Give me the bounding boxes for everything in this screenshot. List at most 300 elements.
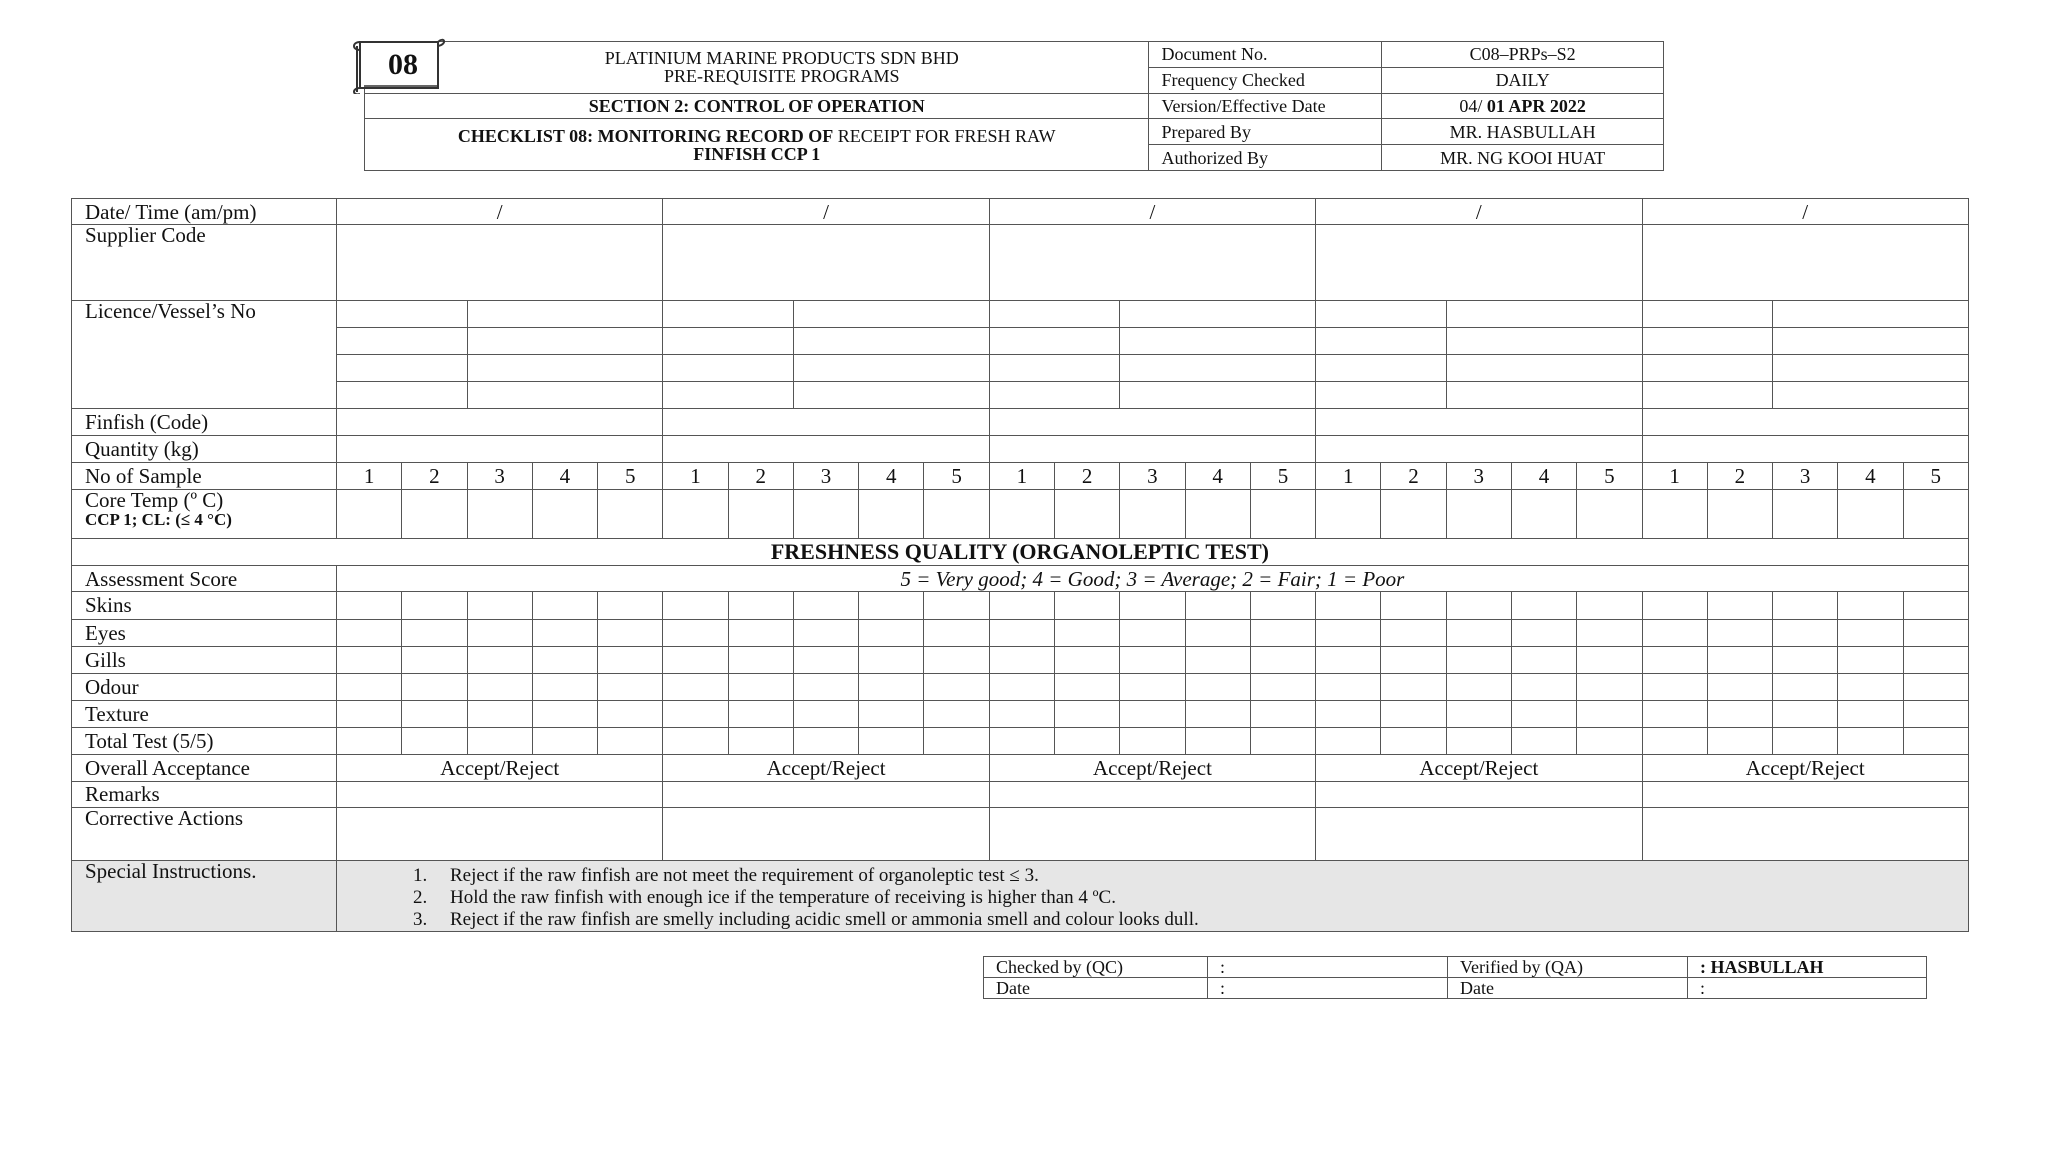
gills-day-1-s2[interactable] <box>402 646 467 673</box>
company-block <box>365 42 1149 94</box>
finfish-code-day-5[interactable] <box>1642 409 1968 436</box>
remarks-day-1[interactable] <box>337 781 663 807</box>
texture-day-4-s1[interactable] <box>1316 700 1381 727</box>
total-day-4-s1[interactable] <box>1316 727 1381 754</box>
prepared-value: MR. HASBULLAH <box>1382 119 1664 145</box>
texture-day-5-s5[interactable] <box>1903 700 1968 727</box>
eyes-day-4-s5[interactable] <box>1577 619 1642 646</box>
total-day-2-s1[interactable] <box>663 727 728 754</box>
instruction-list <box>337 865 1968 931</box>
date-time-day-1[interactable]: / <box>337 199 663 225</box>
quantity-day-4[interactable] <box>1316 436 1642 463</box>
special-instructions <box>337 860 1969 931</box>
licence-day-3-a1[interactable] <box>989 301 1120 328</box>
licence-day-5-a2[interactable] <box>1642 328 1773 355</box>
total-day-2-s4[interactable] <box>859 727 924 754</box>
skins-day-1-s2[interactable] <box>402 592 467 619</box>
odour-day-5-s4[interactable] <box>1838 673 1903 700</box>
row-label-total: Total Test (5/5) <box>72 727 337 754</box>
odour-day-1-s2[interactable] <box>402 673 467 700</box>
odour-day-5-s2[interactable] <box>1707 673 1772 700</box>
licence-day-4-a1[interactable] <box>1316 301 1447 328</box>
row-label-texture: Texture <box>72 700 337 727</box>
texture-day-2-s1[interactable] <box>663 700 728 727</box>
gills-day-2-s5[interactable] <box>924 646 989 673</box>
eyes-day-3-s5[interactable] <box>1250 619 1315 646</box>
checklist-title-rest: RECEIPT FOR FRESH RAW <box>833 125 1056 146</box>
skins-day-5-s1[interactable] <box>1642 592 1707 619</box>
texture-day-4-s5[interactable] <box>1577 700 1642 727</box>
date-time-day-4[interactable]: / <box>1316 199 1642 225</box>
core-temp-day-5-s2[interactable] <box>1707 490 1772 539</box>
total-day-3-s3[interactable] <box>1120 727 1185 754</box>
verified-date-label: Date <box>1448 978 1688 999</box>
total-day-4-s4[interactable] <box>1511 727 1576 754</box>
licence-day-3-a2[interactable] <box>989 328 1120 355</box>
skins-day-2-s5[interactable] <box>924 592 989 619</box>
eyes-day-3-s2[interactable] <box>1055 619 1120 646</box>
eyes-day-3-s4[interactable] <box>1185 619 1250 646</box>
sample-number-day-1-s3: 3 <box>467 463 532 490</box>
row-label-skins: Skins <box>72 592 337 619</box>
core-temp-day-1-s2[interactable] <box>402 490 467 539</box>
total-day-1-s3[interactable] <box>467 727 532 754</box>
gills-day-4-s1[interactable] <box>1316 646 1381 673</box>
doc-no-label: Document No. <box>1149 42 1382 68</box>
sample-number-day-5-s1: 1 <box>1642 463 1707 490</box>
total-day-5-s3[interactable] <box>1773 727 1838 754</box>
quantity-day-5[interactable] <box>1642 436 1968 463</box>
overall-acceptance-day-2[interactable]: Accept/Reject <box>663 754 989 781</box>
gills-day-5-s1[interactable] <box>1642 646 1707 673</box>
core-temp-day-1-s4[interactable] <box>532 490 597 539</box>
overall-acceptance-day-1[interactable]: Accept/Reject <box>337 754 663 781</box>
skins-day-1-s3[interactable] <box>467 592 532 619</box>
core-temp-day-2-s3[interactable] <box>793 490 858 539</box>
texture-day-2-s2[interactable] <box>728 700 793 727</box>
texture-day-1-s3[interactable] <box>467 700 532 727</box>
date-time-day-5[interactable]: / <box>1642 199 1968 225</box>
total-day-4-s5[interactable] <box>1577 727 1642 754</box>
licence-day-4-b4[interactable] <box>1446 382 1642 409</box>
texture-day-5-s3[interactable] <box>1773 700 1838 727</box>
total-day-5-s5[interactable] <box>1903 727 1968 754</box>
core-temp-day-4-s5[interactable] <box>1577 490 1642 539</box>
skins-day-1-s4[interactable] <box>532 592 597 619</box>
texture-day-3-s1[interactable] <box>989 700 1054 727</box>
frequency-label: Frequency Checked <box>1149 67 1382 93</box>
verified-date-field[interactable]: : <box>1688 978 1927 999</box>
gills-day-4-s5[interactable] <box>1577 646 1642 673</box>
licence-day-5-b3[interactable] <box>1773 355 1969 382</box>
texture-day-2-s4[interactable] <box>859 700 924 727</box>
odour-day-5-s5[interactable] <box>1903 673 1968 700</box>
checked-by-field[interactable]: : <box>1208 957 1448 978</box>
skins-day-3-s2[interactable] <box>1055 592 1120 619</box>
gills-day-2-s2[interactable] <box>728 646 793 673</box>
odour-day-3-s4[interactable] <box>1185 673 1250 700</box>
instruction-item: 1. Reject if the raw finfish are not meet the requirement of organoleptic test ≤ 3. <box>432 865 1968 887</box>
gills-day-2-s4[interactable] <box>859 646 924 673</box>
total-day-1-s2[interactable] <box>402 727 467 754</box>
eyes-day-2-s4[interactable] <box>859 619 924 646</box>
eyes-day-5-s5[interactable] <box>1903 619 1968 646</box>
gills-day-2-s3[interactable] <box>793 646 858 673</box>
texture-day-3-s3[interactable] <box>1120 700 1185 727</box>
row-label-remarks: Remarks <box>72 781 337 807</box>
skins-day-1-s5[interactable] <box>598 592 663 619</box>
skins-day-5-s4[interactable] <box>1838 592 1903 619</box>
row-label-odour: Odour <box>72 673 337 700</box>
licence-day-1-a2[interactable] <box>337 328 468 355</box>
total-day-1-s1[interactable] <box>337 727 402 754</box>
odour-day-3-s2[interactable] <box>1055 673 1120 700</box>
eyes-day-1-s5[interactable] <box>598 619 663 646</box>
odour-day-1-s1[interactable] <box>337 673 402 700</box>
skins-day-3-s4[interactable] <box>1185 592 1250 619</box>
skins-day-3-s5[interactable] <box>1250 592 1315 619</box>
remarks-day-2[interactable] <box>663 781 989 807</box>
remarks-day-3[interactable] <box>989 781 1315 807</box>
core-temp-day-1-s3[interactable] <box>467 490 532 539</box>
row-label-corrective: Corrective Actions <box>72 807 337 860</box>
version-value <box>1382 93 1664 119</box>
licence-day-2-a4[interactable] <box>663 382 794 409</box>
eyes-day-5-s2[interactable] <box>1707 619 1772 646</box>
core-temp-day-3-s2[interactable] <box>1055 490 1120 539</box>
gills-day-4-s4[interactable] <box>1511 646 1576 673</box>
row-label-core-temp-block <box>72 490 337 539</box>
core-temp-day-3-s4[interactable] <box>1185 490 1250 539</box>
odour-day-2-s3[interactable] <box>793 673 858 700</box>
skins-day-4-s4[interactable] <box>1511 592 1576 619</box>
odour-day-5-s3[interactable] <box>1773 673 1838 700</box>
skins-day-2-s1[interactable] <box>663 592 728 619</box>
licence-day-5-a4[interactable] <box>1642 382 1773 409</box>
version-label: Version/Effective Date <box>1149 93 1382 119</box>
doc-no-value: C08–PRPs–S2 <box>1382 42 1664 68</box>
odour-day-4-s4[interactable] <box>1511 673 1576 700</box>
verified-by-field[interactable]: : HASBULLAH <box>1688 957 1927 978</box>
licence-day-4-b2[interactable] <box>1446 328 1642 355</box>
core-temp-day-5-s5[interactable] <box>1903 490 1968 539</box>
total-day-5-s2[interactable] <box>1707 727 1772 754</box>
gills-day-3-s4[interactable] <box>1185 646 1250 673</box>
finfish-code-day-4[interactable] <box>1316 409 1642 436</box>
frequency-value: DAILY <box>1382 67 1664 93</box>
quantity-day-1[interactable] <box>337 436 663 463</box>
odour-day-2-s5[interactable] <box>924 673 989 700</box>
odour-day-1-s4[interactable] <box>532 673 597 700</box>
core-temp-day-4-s3[interactable] <box>1446 490 1511 539</box>
licence-day-4-b3[interactable] <box>1446 355 1642 382</box>
odour-day-4-s3[interactable] <box>1446 673 1511 700</box>
licence-day-5-b1[interactable] <box>1773 301 1969 328</box>
total-day-3-s1[interactable] <box>989 727 1054 754</box>
skins-day-3-s1[interactable] <box>989 592 1054 619</box>
sample-number-day-4-s5: 5 <box>1577 463 1642 490</box>
eyes-day-2-s5[interactable] <box>924 619 989 646</box>
supplier-code-day-3[interactable] <box>989 225 1315 301</box>
gills-day-5-s5[interactable] <box>1903 646 1968 673</box>
core-temp-day-3-s3[interactable] <box>1120 490 1185 539</box>
licence-day-4-a4[interactable] <box>1316 382 1447 409</box>
eyes-day-1-s1[interactable] <box>337 619 402 646</box>
eyes-day-4-s1[interactable] <box>1316 619 1381 646</box>
core-temp-day-5-s1[interactable] <box>1642 490 1707 539</box>
core-temp-day-1-s5[interactable] <box>598 490 663 539</box>
supplier-code-day-5[interactable] <box>1642 225 1968 301</box>
remarks-day-5[interactable] <box>1642 781 1968 807</box>
eyes-day-4-s2[interactable] <box>1381 619 1446 646</box>
gills-day-4-s2[interactable] <box>1381 646 1446 673</box>
skins-day-2-s4[interactable] <box>859 592 924 619</box>
corrective-actions-day-2[interactable] <box>663 807 989 860</box>
overall-acceptance-day-3[interactable]: Accept/Reject <box>989 754 1315 781</box>
corrective-actions-day-4[interactable] <box>1316 807 1642 860</box>
licence-day-5-b2[interactable] <box>1773 328 1969 355</box>
odour-day-2-s4[interactable] <box>859 673 924 700</box>
eyes-day-5-s4[interactable] <box>1838 619 1903 646</box>
total-day-3-s2[interactable] <box>1055 727 1120 754</box>
gills-day-1-s1[interactable] <box>337 646 402 673</box>
instruction-item: 2. Hold the raw finfish with enough ice if the temperature of receiving is higher than 4 ºC. <box>432 887 1968 909</box>
core-temp-day-4-s1[interactable] <box>1316 490 1381 539</box>
texture-day-4-s2[interactable] <box>1381 700 1446 727</box>
licence-day-3-a3[interactable] <box>989 355 1120 382</box>
core-temp-day-5-s4[interactable] <box>1838 490 1903 539</box>
gills-day-3-s3[interactable] <box>1120 646 1185 673</box>
texture-day-2-s5[interactable] <box>924 700 989 727</box>
skins-day-5-s2[interactable] <box>1707 592 1772 619</box>
sample-number-day-4-s4: 4 <box>1511 463 1576 490</box>
eyes-day-4-s4[interactable] <box>1511 619 1576 646</box>
texture-day-3-s5[interactable] <box>1250 700 1315 727</box>
gills-day-3-s2[interactable] <box>1055 646 1120 673</box>
total-day-1-s4[interactable] <box>532 727 597 754</box>
overall-acceptance-day-5[interactable]: Accept/Reject <box>1642 754 1968 781</box>
total-day-2-s3[interactable] <box>793 727 858 754</box>
texture-day-1-s1[interactable] <box>337 700 402 727</box>
licence-day-1-a3[interactable] <box>337 355 468 382</box>
corrective-actions-day-1[interactable] <box>337 807 663 860</box>
freshness-title: FRESHNESS QUALITY (ORGANOLEPTIC TEST) <box>72 539 1969 566</box>
finfish-code-day-2[interactable] <box>663 409 989 436</box>
core-temp-day-4-s2[interactable] <box>1381 490 1446 539</box>
licence-day-1-b3[interactable] <box>467 355 663 382</box>
finfish-code-day-1[interactable] <box>337 409 663 436</box>
core-temp-day-4-s4[interactable] <box>1511 490 1576 539</box>
skins-day-4-s2[interactable] <box>1381 592 1446 619</box>
skins-day-5-s3[interactable] <box>1773 592 1838 619</box>
gills-day-2-s1[interactable] <box>663 646 728 673</box>
texture-day-1-s5[interactable] <box>598 700 663 727</box>
total-day-4-s3[interactable] <box>1446 727 1511 754</box>
corrective-actions-day-5[interactable] <box>1642 807 1968 860</box>
gills-day-5-s2[interactable] <box>1707 646 1772 673</box>
licence-day-4-a2[interactable] <box>1316 328 1447 355</box>
eyes-day-2-s1[interactable] <box>663 619 728 646</box>
odour-day-1-s3[interactable] <box>467 673 532 700</box>
sample-number-day-2-s4: 4 <box>859 463 924 490</box>
texture-day-1-s4[interactable] <box>532 700 597 727</box>
sample-number-day-1-s1: 1 <box>337 463 402 490</box>
texture-day-2-s3[interactable] <box>793 700 858 727</box>
eyes-day-5-s3[interactable] <box>1773 619 1838 646</box>
odour-day-4-s2[interactable] <box>1381 673 1446 700</box>
eyes-day-1-s3[interactable] <box>467 619 532 646</box>
licence-day-2-a3[interactable] <box>663 355 794 382</box>
licence-day-3-a4[interactable] <box>989 382 1120 409</box>
licence-day-1-b4[interactable] <box>467 382 663 409</box>
licence-day-2-b2[interactable] <box>793 328 989 355</box>
core-temp-day-2-s1[interactable] <box>663 490 728 539</box>
licence-day-2-a2[interactable] <box>663 328 794 355</box>
odour-day-2-s2[interactable] <box>728 673 793 700</box>
licence-day-3-b3[interactable] <box>1120 355 1316 382</box>
form-number: 08 <box>388 48 418 81</box>
corrective-actions-day-3[interactable] <box>989 807 1315 860</box>
eyes-day-2-s3[interactable] <box>793 619 858 646</box>
checklist-title-line2: FINFISH CCP 1 <box>693 143 821 164</box>
eyes-day-1-s2[interactable] <box>402 619 467 646</box>
licence-day-5-a3[interactable] <box>1642 355 1773 382</box>
total-day-5-s1[interactable] <box>1642 727 1707 754</box>
supplier-code-day-4[interactable] <box>1316 225 1642 301</box>
odour-day-5-s1[interactable] <box>1642 673 1707 700</box>
remarks-day-4[interactable] <box>1316 781 1642 807</box>
licence-day-3-b4[interactable] <box>1120 382 1316 409</box>
licence-day-4-a3[interactable] <box>1316 355 1447 382</box>
gills-day-1-s3[interactable] <box>467 646 532 673</box>
licence-day-2-a1[interactable] <box>663 301 794 328</box>
core-temp-day-2-s4[interactable] <box>859 490 924 539</box>
gills-day-1-s5[interactable] <box>598 646 663 673</box>
checklist-title <box>365 119 1149 171</box>
skins-day-1-s1[interactable] <box>337 592 402 619</box>
texture-day-4-s3[interactable] <box>1446 700 1511 727</box>
date-time-day-3[interactable]: / <box>989 199 1315 225</box>
supplier-code-day-1[interactable] <box>337 225 663 301</box>
odour-day-4-s1[interactable] <box>1316 673 1381 700</box>
skins-day-4-s5[interactable] <box>1577 592 1642 619</box>
row-label-assessment: Assessment Score <box>72 566 337 592</box>
eyes-day-3-s3[interactable] <box>1120 619 1185 646</box>
sample-number-day-4-s2: 2 <box>1381 463 1446 490</box>
overall-acceptance-day-4[interactable]: Accept/Reject <box>1316 754 1642 781</box>
core-temp-day-2-s5[interactable] <box>924 490 989 539</box>
odour-day-1-s5[interactable] <box>598 673 663 700</box>
licence-day-3-b1[interactable] <box>1120 301 1316 328</box>
skins-day-3-s3[interactable] <box>1120 592 1185 619</box>
gills-day-3-s5[interactable] <box>1250 646 1315 673</box>
licence-day-4-b1[interactable] <box>1446 301 1642 328</box>
odour-day-3-s1[interactable] <box>989 673 1054 700</box>
texture-day-3-s4[interactable] <box>1185 700 1250 727</box>
row-label-gills: Gills <box>72 646 337 673</box>
texture-day-5-s4[interactable] <box>1838 700 1903 727</box>
eyes-day-4-s3[interactable] <box>1446 619 1511 646</box>
licence-day-1-b1[interactable] <box>467 301 663 328</box>
sample-number-day-2-s5: 5 <box>924 463 989 490</box>
row-label-finfish: Finfish (Code) <box>72 409 337 436</box>
checked-date-field[interactable]: : <box>1208 978 1448 999</box>
row-label-special: Special Instructions. <box>72 860 337 931</box>
odour-day-3-s5[interactable] <box>1250 673 1315 700</box>
licence-day-2-b1[interactable] <box>793 301 989 328</box>
quantity-day-3[interactable] <box>989 436 1315 463</box>
core-temp-day-2-s2[interactable] <box>728 490 793 539</box>
gills-day-1-s4[interactable] <box>532 646 597 673</box>
date-time-day-2[interactable]: / <box>663 199 989 225</box>
sample-number-day-5-s3: 3 <box>1773 463 1838 490</box>
texture-day-1-s2[interactable] <box>402 700 467 727</box>
total-day-3-s4[interactable] <box>1185 727 1250 754</box>
licence-day-1-a1[interactable] <box>337 301 468 328</box>
licence-day-5-b4[interactable] <box>1773 382 1969 409</box>
licence-day-1-a4[interactable] <box>337 382 468 409</box>
skins-day-4-s3[interactable] <box>1446 592 1511 619</box>
licence-day-5-a1[interactable] <box>1642 301 1773 328</box>
total-day-2-s5[interactable] <box>924 727 989 754</box>
total-day-5-s4[interactable] <box>1838 727 1903 754</box>
gills-day-5-s4[interactable] <box>1838 646 1903 673</box>
licence-day-2-b3[interactable] <box>793 355 989 382</box>
row-label-overall: Overall Acceptance <box>72 754 337 781</box>
core-temp-day-3-s1[interactable] <box>989 490 1054 539</box>
odour-day-3-s3[interactable] <box>1120 673 1185 700</box>
sample-number-day-3-s3: 3 <box>1120 463 1185 490</box>
supplier-code-day-2[interactable] <box>663 225 989 301</box>
company-name: PLATINIUM MARINE PRODUCTS SDN BHD <box>604 48 959 69</box>
row-label-quantity: Quantity (kg) <box>72 436 337 463</box>
row-label-supplier: Supplier Code <box>72 225 337 301</box>
eyes-day-1-s4[interactable] <box>532 619 597 646</box>
gills-day-3-s1[interactable] <box>989 646 1054 673</box>
skins-day-2-s3[interactable] <box>793 592 858 619</box>
eyes-day-3-s1[interactable] <box>989 619 1054 646</box>
core-temp-day-3-s5[interactable] <box>1250 490 1315 539</box>
texture-day-5-s2[interactable] <box>1707 700 1772 727</box>
total-day-3-s5[interactable] <box>1250 727 1315 754</box>
skins-day-5-s5[interactable] <box>1903 592 1968 619</box>
licence-day-2-b4[interactable] <box>793 382 989 409</box>
gills-day-5-s3[interactable] <box>1773 646 1838 673</box>
odour-day-2-s1[interactable] <box>663 673 728 700</box>
eyes-day-5-s1[interactable] <box>1642 619 1707 646</box>
total-day-1-s5[interactable] <box>598 727 663 754</box>
licence-day-1-b2[interactable] <box>467 328 663 355</box>
core-temp-day-5-s3[interactable] <box>1773 490 1838 539</box>
skins-day-4-s1[interactable] <box>1316 592 1381 619</box>
texture-day-5-s1[interactable] <box>1642 700 1707 727</box>
finfish-code-day-3[interactable] <box>989 409 1315 436</box>
sample-number-day-1-s5: 5 <box>598 463 663 490</box>
texture-day-4-s4[interactable] <box>1511 700 1576 727</box>
licence-day-3-b2[interactable] <box>1120 328 1316 355</box>
ccp-critical-limit: CCP 1; CL: (≤ 4 °C) <box>85 510 232 530</box>
gills-day-4-s3[interactable] <box>1446 646 1511 673</box>
total-day-4-s2[interactable] <box>1381 727 1446 754</box>
quantity-day-2[interactable] <box>663 436 989 463</box>
total-day-2-s2[interactable] <box>728 727 793 754</box>
eyes-day-2-s2[interactable] <box>728 619 793 646</box>
odour-day-4-s5[interactable] <box>1577 673 1642 700</box>
authorized-label: Authorized By <box>1149 145 1382 171</box>
skins-day-2-s2[interactable] <box>728 592 793 619</box>
core-temp-day-1-s1[interactable] <box>337 490 402 539</box>
texture-day-3-s2[interactable] <box>1055 700 1120 727</box>
